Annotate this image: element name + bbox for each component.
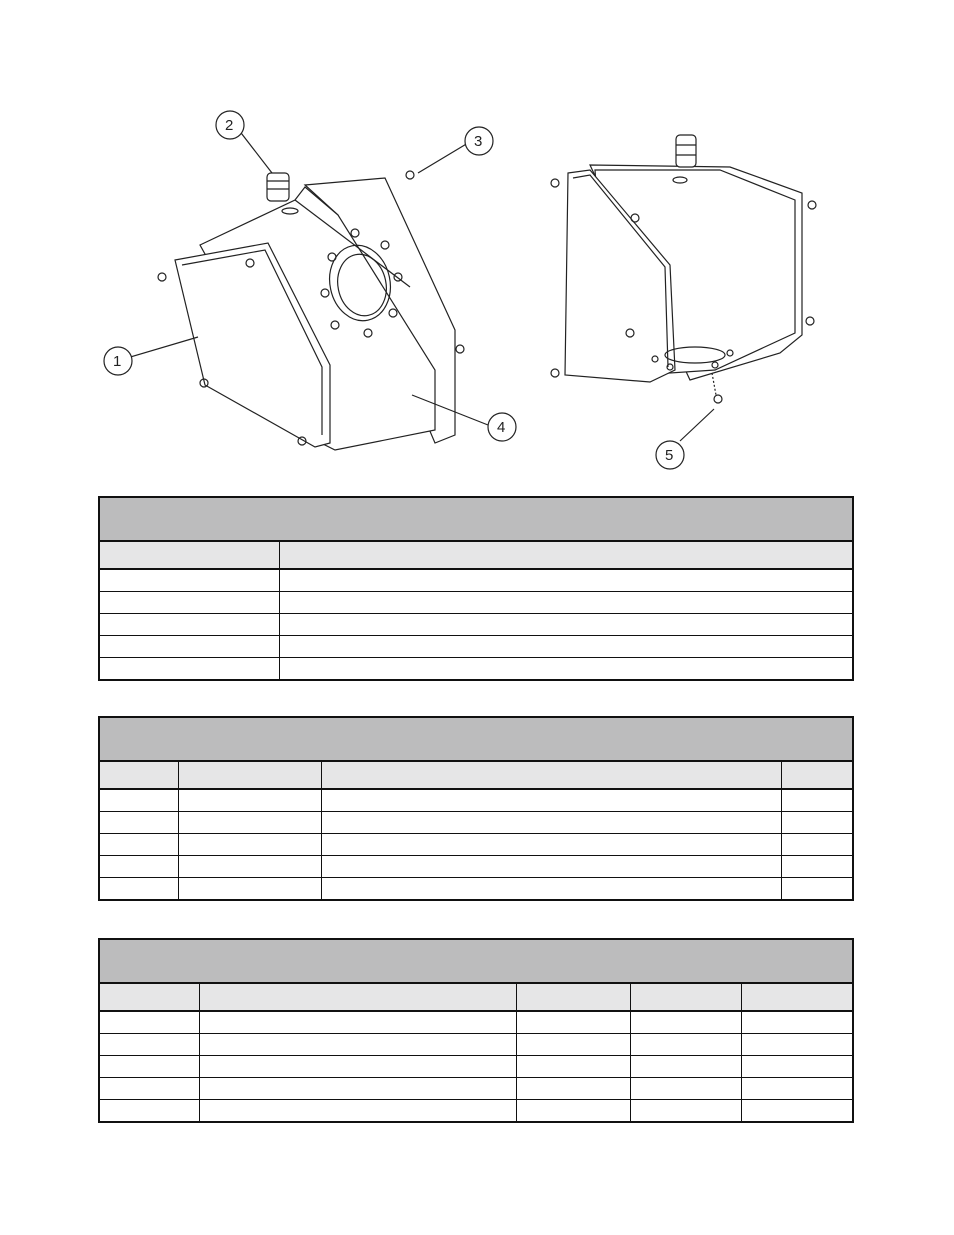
table-row: [99, 1100, 853, 1123]
table-cell: [99, 1011, 199, 1034]
table-cell: [99, 1034, 199, 1056]
table-cell: [99, 636, 279, 658]
table-cell: [178, 789, 321, 812]
table-row: [99, 1078, 853, 1100]
table-cell: [781, 812, 853, 834]
table-cell: [741, 1056, 853, 1078]
right-enclosure-view: [551, 135, 816, 441]
table-cell: [178, 856, 321, 878]
table-cell: [781, 878, 853, 901]
table-cell: [99, 812, 178, 834]
column-header: [279, 541, 853, 569]
column-header: [178, 761, 321, 789]
table-cell: [516, 1011, 630, 1034]
svg-text:4: 4: [497, 419, 506, 436]
callout-4: [488, 413, 516, 441]
exploded-assembly-drawing: [90, 105, 870, 475]
table-2: [98, 716, 854, 901]
table-title: [99, 497, 853, 541]
table-cell: [279, 614, 853, 636]
table-row: [99, 1056, 853, 1078]
table-row: [99, 614, 853, 636]
table-cell: [99, 614, 279, 636]
callout-2: [216, 111, 244, 139]
table-row: [99, 834, 853, 856]
table-cell: [279, 592, 853, 614]
table-cell: [178, 812, 321, 834]
table-cell: [516, 1034, 630, 1056]
table-title: [99, 939, 853, 983]
table-cell: [199, 1034, 516, 1056]
callout-1: [104, 347, 132, 375]
table-cell: [781, 856, 853, 878]
column-header: [199, 983, 516, 1011]
table-3: [98, 938, 854, 1123]
table-cell: [321, 789, 781, 812]
table-cell: [99, 592, 279, 614]
column-header: [516, 983, 630, 1011]
table-cell: [781, 834, 853, 856]
table-1: [98, 496, 854, 681]
table-cell: [279, 658, 853, 681]
table-cell: [99, 1100, 199, 1123]
table-cell: [99, 856, 178, 878]
table-cell: [321, 834, 781, 856]
svg-text:3: 3: [474, 133, 483, 150]
table-cell: [99, 789, 178, 812]
table-cell: [741, 1034, 853, 1056]
table-cell: [99, 834, 178, 856]
callout-5: [656, 441, 684, 469]
table-row: [99, 1011, 853, 1034]
table-cell: [321, 856, 781, 878]
column-header: [99, 983, 199, 1011]
left-enclosure-view: [110, 129, 488, 450]
table-row: [99, 789, 853, 812]
table-cell: [630, 1034, 741, 1056]
table-cell: [199, 1056, 516, 1078]
table-row: [99, 658, 853, 681]
column-header: [781, 761, 853, 789]
column-header: [630, 983, 741, 1011]
table-cell: [741, 1078, 853, 1100]
column-header: [741, 983, 853, 1011]
table-cell: [99, 878, 178, 901]
svg-text:1: 1: [113, 353, 122, 370]
table-cell: [741, 1100, 853, 1123]
table-row: [99, 812, 853, 834]
table-cell: [516, 1078, 630, 1100]
table-cell: [516, 1100, 630, 1123]
callout-3: [465, 127, 493, 155]
table-row: [99, 856, 853, 878]
table-cell: [279, 569, 853, 592]
table-cell: [630, 1056, 741, 1078]
table-cell: [99, 1078, 199, 1100]
table-row: [99, 569, 853, 592]
svg-text:2: 2: [225, 117, 234, 134]
table-cell: [99, 1056, 199, 1078]
table-cell: [199, 1078, 516, 1100]
table-row: [99, 592, 853, 614]
column-header: [99, 761, 178, 789]
table-row: [99, 1034, 853, 1056]
table-cell: [741, 1011, 853, 1034]
table-cell: [630, 1078, 741, 1100]
table-cell: [199, 1100, 516, 1123]
table-cell: [199, 1011, 516, 1034]
table-title: [99, 717, 853, 761]
table-cell: [516, 1056, 630, 1078]
table-cell: [279, 636, 853, 658]
table-cell: [99, 658, 279, 681]
table-cell: [178, 878, 321, 901]
table-cell: [781, 789, 853, 812]
table-cell: [630, 1100, 741, 1123]
table-cell: [630, 1011, 741, 1034]
table-row: [99, 636, 853, 658]
column-header: [99, 541, 279, 569]
table-cell: [321, 878, 781, 901]
table-cell: [178, 834, 321, 856]
column-header: [321, 761, 781, 789]
svg-text:5: 5: [665, 447, 674, 464]
table-row: [99, 878, 853, 901]
table-cell: [99, 569, 279, 592]
table-cell: [321, 812, 781, 834]
